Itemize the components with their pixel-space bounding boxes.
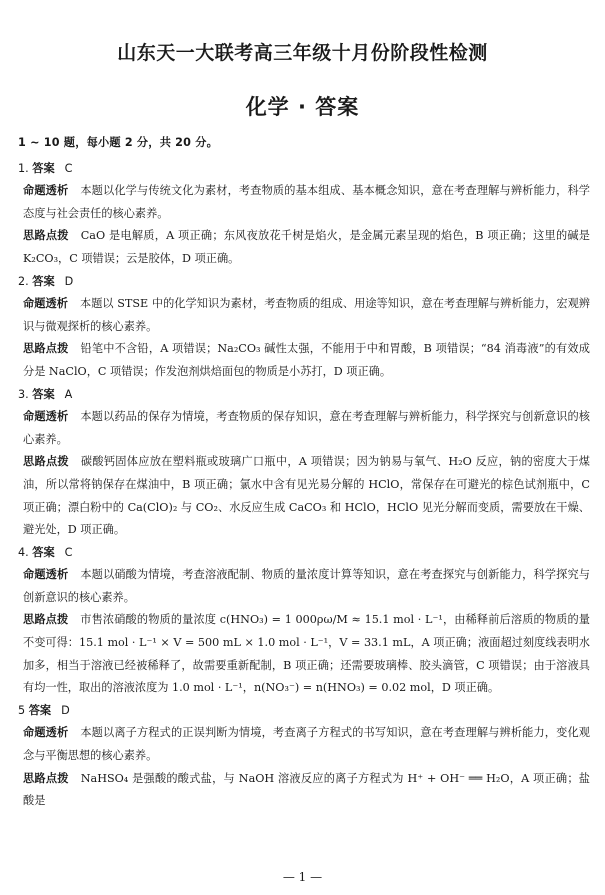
paragraph-text: NaHSO₄ 是强酸的酸式盐，与 NaOH 溶液反应的离子方程式为 H⁺ + OH⁻ ══ H₂O，A 项正确；盐酸是 (23, 771, 590, 808)
question-answer-line (18, 384, 590, 407)
paragraph-text: 市售浓硝酸的物质的量浓度 c(HNO₃) = 1 000ρω/M ≈ 15.1 mol · L⁻¹，由稀释前后溶质的物质的量不变可得：15.1 mol · L⁻¹ × V = 500 mL × 1.0 mol · L⁻¹，V = 33.1 mL，A 项正确；液面超过刻度线表明水加多，相当于溶液已经被稀释了，故需要重新配制，B 项正确；还需要玻璃棒、胶头滴管，C 项错误；由于溶液具有均一性，取出的溶液浓度为 1.0 mol · L⁻¹，n(NO₃⁻) = n(HNO₃) = 0.02 mol，D 项正确。 (23, 613, 590, 695)
explanation-paragraph (23, 338, 590, 383)
explanation-paragraph (23, 293, 590, 338)
paragraph-tag: 命题透析 (23, 568, 69, 582)
document-subtitle: 化学 · 答案 (245, 95, 360, 119)
paragraph-tag: 思路点拨 (23, 771, 69, 785)
paragraph-tag: 思路点拨 (23, 613, 69, 627)
section-heading: 1 ~ 10 题，每小题 2 分，共 20 分。 (18, 136, 219, 149)
explanation-paragraph (23, 564, 590, 609)
answer-label: 答案 (32, 274, 55, 288)
paragraph-text: 本题以硝酸为情境，考查溶液配制、物质的量浓度计算等知识，意在考查探究与创新能力，科学探究与创新意识的核心素养。 (23, 568, 590, 604)
explanation-paragraph (23, 722, 590, 767)
answer-content (18, 132, 590, 813)
paragraph-tag: 命题透析 (23, 297, 68, 311)
answer-value: A (64, 387, 73, 401)
document-title: 山东天一大联考高三年级十月份阶段性检测 (117, 42, 488, 64)
paragraph-text: 本题以离子方程式的正误判断为情境，考查离子方程式的书写知识，意在考查理解与辨析能力，变化观念与平衡思想的核心素养。 (23, 726, 590, 763)
question-number: 5 (18, 703, 26, 717)
question-answer-line (18, 271, 590, 294)
paragraph-tag: 命题透析 (23, 410, 69, 424)
paragraph-tag: 命题透析 (23, 726, 69, 740)
page-number: — 1 — (282, 870, 323, 884)
answer-value: C (64, 161, 73, 175)
question-answer-line (18, 158, 590, 181)
paragraph-tag: 命题透析 (23, 184, 69, 198)
question-number: 4. (18, 545, 29, 559)
explanation-paragraph (23, 180, 590, 225)
answer-value: D (61, 703, 70, 717)
question-answer-line (18, 700, 590, 723)
paragraph-text: CaO 是电解质，A 项正确；东风夜放花千树是焰火，是金属元素呈现的焰色，B 项正确；这里的碱是 K₂CO₃，C 项错误；云是胶体，D 项正确。 (23, 229, 590, 265)
paragraph-text: 本题以药品的保存为情境，考查物质的保存知识，意在考查理解与辨析能力，科学探究与创新意识的核心素养。 (23, 410, 590, 446)
question-number: 1. (18, 161, 29, 175)
paragraph-text: 碳酸钙固体应放在塑料瓶或玻璃广口瓶中，A 项错误；因为钠易与氧气、H₂O 反应，钠的密度大于煤油，所以常将钠保存在煤油中，B 项正确；氯水中含有见光易分解的 HClO，常保存在可避光的棕色试剂瓶中，C 项正确；漂白粉中的 Ca(ClO)₂ 与 CO₂、水反应生成 CaCO₃ 和 HClO，HClO 见光分解而变质，需要放在干燥、避光处，D 项正确。 (23, 455, 590, 537)
question-list (18, 158, 590, 813)
answer-value: C (64, 545, 73, 559)
answer-label: 答案 (28, 703, 52, 717)
question-number: 2. (18, 274, 29, 288)
answer-label: 答案 (32, 387, 55, 401)
question-answer-line (18, 542, 590, 565)
explanation-paragraph (23, 406, 590, 451)
question-block (18, 542, 590, 700)
answer-label: 答案 (32, 161, 55, 175)
question-block (18, 384, 590, 542)
explanation-paragraph (23, 225, 590, 270)
question-number: 3. (18, 387, 29, 401)
explanation-paragraph (23, 609, 590, 699)
paragraph-text: 铅笔中不含铅，A 项错误；Na₂CO₃ 碱性太强，不能用于中和胃酸，B 项错误；“84 消毒液”的有效成分是 NaClO，C 项错误；作发泡剂烘焙面包的物质是小苏打，D 项正确。 (23, 342, 590, 378)
answer-label: 答案 (32, 545, 55, 559)
paragraph-tag: 思路点拨 (23, 342, 69, 356)
paragraph-text: 本题以化学与传统文化为素材，考查物质的基本组成、基本概念知识，意在考查理解与辨析能力，科学态度与社会责任的核心素养。 (23, 184, 590, 220)
paragraph-tag: 思路点拨 (23, 455, 69, 469)
question-block (18, 158, 590, 271)
explanation-paragraph (23, 768, 590, 813)
question-block (18, 271, 590, 384)
question-block (18, 700, 590, 813)
paragraph-tag: 思路点拨 (23, 229, 69, 243)
answer-value: D (64, 274, 74, 288)
paragraph-text: 本题以 STSE 中的化学知识为素材，考查物质的组成、用途等知识，意在考查理解与辨析能力，宏观辨识与微观探析的核心素养。 (23, 297, 590, 333)
explanation-paragraph (23, 451, 590, 541)
